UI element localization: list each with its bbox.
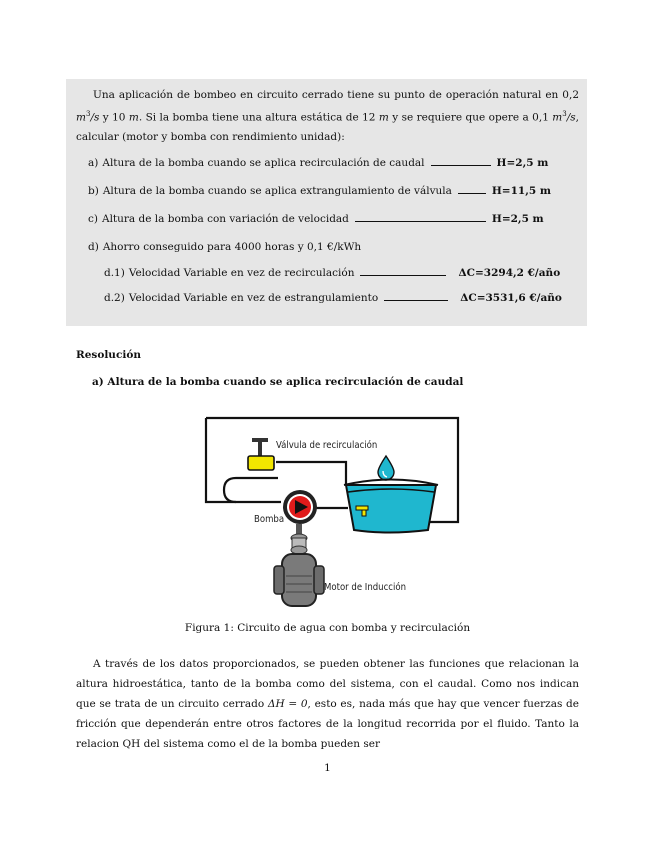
subsection-heading: a) Altura de la bomba cuando se aplica recirculación de caudal xyxy=(92,376,464,388)
shaft-coupling xyxy=(291,524,307,554)
question-c: c) Altura de la bomba con variación de velocidad H=2,5 m xyxy=(88,213,544,225)
answer-line xyxy=(458,192,486,194)
motor-label: Motor de Inducción xyxy=(324,582,407,593)
question-d2: d.2) Velocidad Variable en vez de estrangulamiento ΔC=3531,6 €/año xyxy=(104,292,562,304)
question-d: d) Ahorro conseguido para 4000 horas y 0,1 €/kWh xyxy=(88,241,362,253)
question-b: b) Altura de la bomba cuando se aplica extrangulamiento de válvula H=11,5 m xyxy=(88,185,551,197)
pump-circuit-figure xyxy=(196,416,460,612)
answer-line xyxy=(360,274,446,276)
answer-d1: ΔC=3294,2 €/año xyxy=(458,267,561,279)
page-number: 1 xyxy=(324,762,331,774)
answer-line xyxy=(355,220,486,222)
answer-line xyxy=(384,299,448,301)
answer-a: H=2,5 m xyxy=(496,157,549,169)
answer-b: H=11,5 m xyxy=(491,185,551,197)
water-tank xyxy=(344,480,438,533)
answer-line xyxy=(431,164,491,166)
answer-c: H=2,5 m xyxy=(491,213,544,225)
section-heading: Resolución xyxy=(76,349,141,361)
answer-d2: ΔC=3531,6 €/año xyxy=(460,292,562,304)
figure-caption: Figura 1: Circuito de agua con bomba y recirculación xyxy=(184,622,471,634)
pump xyxy=(283,490,317,524)
valve-pipe xyxy=(276,462,346,485)
valve-label: Válvula de recirculación xyxy=(276,440,378,451)
question-a: a) Altura de la bomba cuando se aplica recirculación de caudal H=2,5 m xyxy=(88,157,549,169)
induction-motor xyxy=(274,554,324,606)
bypass-loop xyxy=(224,478,246,502)
body-paragraph: A través de los datos proporcionados, se pueden obtener las funciones que relacionan la altura hidroestática, tanto de la bomba como del sistema, con el caudal. Como nos indican que se trata de un circuito cerrado ΔH = 0, esto es, nada más que hay que vencer fuerzas de fricción que dependerán entre otros factores de la longitud recorrida por el fluido. Tanto la relacion QH del sistema como el de la bomba pueden ser xyxy=(76,658,579,750)
recirculation-valve xyxy=(248,438,274,470)
pump-label: Bomba xyxy=(254,514,285,525)
problem-intro: Una aplicación de bombeo en circuito cerrado tiene su punto de operación natural en 0,2 $m^3/s$ y 10 m. Si la bomba tiene una altura estática de 12 m y se requiere que opere a 0,1 $m^3/s$, calcular (motor y bomba con rendimiento unidad): xyxy=(76,89,579,143)
question-d1: d.1) Velocidad Variable en vez de recirculación ΔC=3294,2 €/año xyxy=(104,267,561,279)
